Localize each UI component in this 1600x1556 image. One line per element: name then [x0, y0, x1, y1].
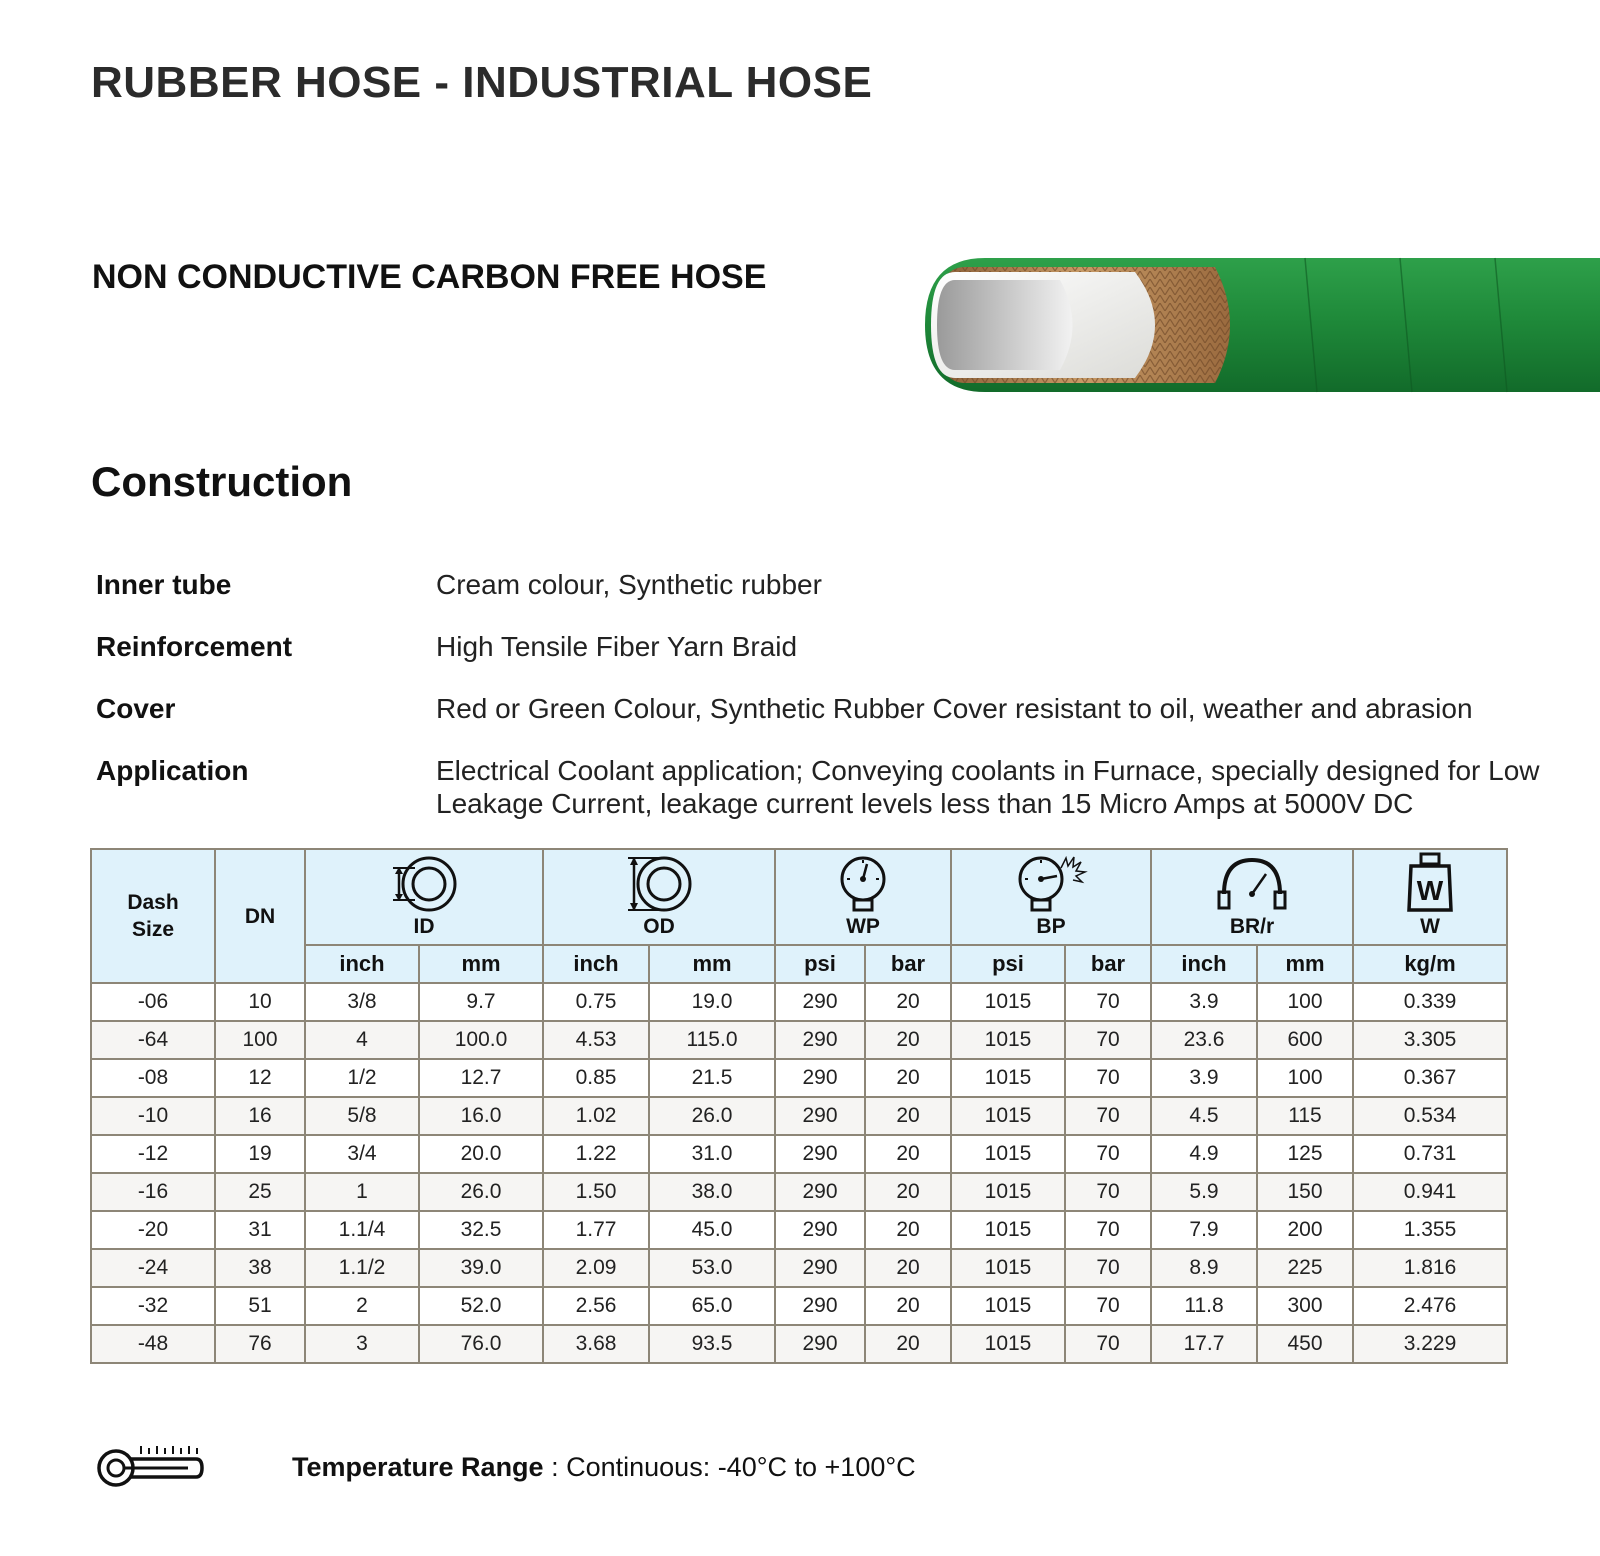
cell-wp-psi: 290: [775, 1211, 865, 1249]
cell-br-inch: 7.9: [1151, 1211, 1257, 1249]
construction-heading: Construction: [91, 458, 353, 505]
cell-bp-bar: 70: [1065, 1135, 1151, 1173]
cell-od-mm: 38.0: [649, 1173, 775, 1211]
table-row: [91, 1325, 1507, 1363]
cell-wp-bar: 20: [865, 1249, 951, 1287]
header-br: [1151, 849, 1353, 945]
page-title: RUBBER HOSE - INDUSTRIAL HOSE: [91, 58, 873, 107]
cell-br-mm: 225: [1257, 1249, 1353, 1287]
cell-od-mm: 93.5: [649, 1325, 775, 1363]
cell-id-mm: 16.0: [419, 1097, 543, 1135]
construction-value: High Tensile Fiber Yarn Braid: [436, 631, 798, 662]
construction-label: Reinforcement: [96, 631, 293, 662]
cell-od-inch: 4.53: [543, 1021, 649, 1059]
cell-bp-psi: 1015: [951, 1211, 1065, 1249]
table-row: [91, 983, 1507, 1021]
cell-id-mm: 76.0: [419, 1325, 543, 1363]
temperature-separator: :: [543, 1452, 567, 1482]
temperature-value: Continuous: -40°C to +100°C: [566, 1452, 916, 1482]
thermometer-icon: [96, 1444, 204, 1488]
cell-dash-size: -10: [91, 1097, 215, 1135]
cell-wp-bar: 20: [865, 1059, 951, 1097]
cell-w-kgm: 0.534: [1353, 1097, 1507, 1135]
cell-br-mm: 125: [1257, 1135, 1353, 1173]
construction-label: Cover: [96, 693, 176, 724]
cell-dn: 76: [215, 1325, 305, 1363]
header-w: [1353, 849, 1507, 945]
cell-bp-bar: 70: [1065, 1173, 1151, 1211]
cell-id-inch: 5/8: [305, 1097, 419, 1135]
construction-value: Red or Green Colour, Synthetic Rubber Cover resistant to oil, weather and abrasion: [436, 693, 1473, 724]
cell-od-inch: 0.75: [543, 983, 649, 1021]
table-row: [91, 1097, 1507, 1135]
cell-od-inch: 1.77: [543, 1211, 649, 1249]
cell-od-mm: 26.0: [649, 1097, 775, 1135]
cell-w-kgm: 1.816: [1353, 1249, 1507, 1287]
unit-bp-bar: bar: [1065, 945, 1151, 983]
table-row: [91, 1211, 1507, 1249]
cell-bp-bar: 70: [1065, 983, 1151, 1021]
construction-value: Cream colour, Synthetic rubber: [436, 569, 822, 600]
cell-w-kgm: 0.941: [1353, 1173, 1507, 1211]
cell-w-kgm: 0.339: [1353, 983, 1507, 1021]
cell-dash-size: -06: [91, 983, 215, 1021]
cell-br-inch: 8.9: [1151, 1249, 1257, 1287]
weight-icon: [1405, 852, 1455, 914]
cell-wp-psi: 290: [775, 1059, 865, 1097]
construction-label: Inner tube: [96, 569, 232, 600]
cell-br-mm: 115: [1257, 1097, 1353, 1135]
cell-dash-size: -24: [91, 1249, 215, 1287]
header-id: [305, 849, 543, 945]
cell-dn: 19: [215, 1135, 305, 1173]
cell-wp-bar: 20: [865, 1173, 951, 1211]
cell-wp-psi: 290: [775, 1325, 865, 1363]
unit-br-inch: inch: [1151, 945, 1257, 983]
bend-radius-icon: [1214, 854, 1290, 914]
header-bp: [951, 849, 1151, 945]
cell-id-mm: 52.0: [419, 1287, 543, 1325]
cell-br-inch: 3.9: [1151, 1059, 1257, 1097]
cell-br-mm: 100: [1257, 983, 1353, 1021]
cell-dn: 12: [215, 1059, 305, 1097]
cell-wp-bar: 20: [865, 1097, 951, 1135]
cell-br-inch: 17.7: [1151, 1325, 1257, 1363]
inner-diameter-icon: [389, 854, 459, 914]
cell-dn: 38: [215, 1249, 305, 1287]
cell-id-inch: 1: [305, 1173, 419, 1211]
svg-text:W: W: [1416, 875, 1444, 906]
cell-br-mm: 600: [1257, 1021, 1353, 1059]
unit-w-kgm: kg/m: [1353, 945, 1507, 983]
table-body: [91, 983, 1507, 1363]
cell-id-inch: 3/8: [305, 983, 419, 1021]
cell-od-inch: 0.85: [543, 1059, 649, 1097]
table-header-row: [91, 849, 1507, 945]
cell-id-mm: 9.7: [419, 983, 543, 1021]
unit-id-mm: mm: [419, 945, 543, 983]
cell-br-inch: 3.9: [1151, 983, 1257, 1021]
unit-od-mm: mm: [649, 945, 775, 983]
cell-od-inch: 2.09: [543, 1249, 649, 1287]
cell-wp-psi: 290: [775, 1287, 865, 1325]
cell-dn: 25: [215, 1173, 305, 1211]
cell-wp-bar: 20: [865, 1135, 951, 1173]
cell-bp-bar: 70: [1065, 1287, 1151, 1325]
cell-bp-bar: 70: [1065, 1249, 1151, 1287]
cell-bp-bar: 70: [1065, 1325, 1151, 1363]
unit-br-mm: mm: [1257, 945, 1353, 983]
cell-w-kgm: 1.355: [1353, 1211, 1507, 1249]
cell-dash-size: -20: [91, 1211, 215, 1249]
cell-bp-psi: 1015: [951, 983, 1065, 1021]
table-row: [91, 1135, 1507, 1173]
cell-bp-psi: 1015: [951, 1325, 1065, 1363]
table-row: [91, 1287, 1507, 1325]
table-row: [91, 1021, 1507, 1059]
cell-wp-psi: 290: [775, 1249, 865, 1287]
cell-id-mm: 26.0: [419, 1173, 543, 1211]
cell-wp-psi: 290: [775, 1173, 865, 1211]
cell-dash-size: -12: [91, 1135, 215, 1173]
pressure-gauge-icon: [833, 854, 893, 914]
temperature-range: [292, 1452, 916, 1483]
hose-spec-table: [90, 848, 1508, 1364]
cell-id-mm: 20.0: [419, 1135, 543, 1173]
cell-od-mm: 45.0: [649, 1211, 775, 1249]
cell-wp-bar: 20: [865, 983, 951, 1021]
cell-id-inch: 4: [305, 1021, 419, 1059]
unit-id-inch: inch: [305, 945, 419, 983]
cell-wp-bar: 20: [865, 1287, 951, 1325]
header-id-label: ID: [413, 915, 435, 938]
cell-br-mm: 300: [1257, 1287, 1353, 1325]
cell-br-mm: 100: [1257, 1059, 1353, 1097]
cell-wp-psi: 290: [775, 983, 865, 1021]
cell-w-kgm: 2.476: [1353, 1287, 1507, 1325]
cell-br-inch: 5.9: [1151, 1173, 1257, 1211]
cell-od-mm: 65.0: [649, 1287, 775, 1325]
burst-pressure-gauge-icon: [1011, 854, 1091, 914]
cell-od-mm: 115.0: [649, 1021, 775, 1059]
cell-wp-psi: 290: [775, 1135, 865, 1173]
table-row: [91, 1249, 1507, 1287]
cell-od-mm: 53.0: [649, 1249, 775, 1287]
cell-bp-bar: 70: [1065, 1059, 1151, 1097]
cell-id-inch: 1/2: [305, 1059, 419, 1097]
cell-bp-psi: 1015: [951, 1097, 1065, 1135]
cell-w-kgm: 3.229: [1353, 1325, 1507, 1363]
cell-br-inch: 11.8: [1151, 1287, 1257, 1325]
cell-bp-psi: 1015: [951, 1287, 1065, 1325]
cell-br-inch: 23.6: [1151, 1021, 1257, 1059]
cell-od-inch: 1.22: [543, 1135, 649, 1173]
cell-dash-size: -32: [91, 1287, 215, 1325]
cell-id-mm: 12.7: [419, 1059, 543, 1097]
cell-dn: 51: [215, 1287, 305, 1325]
cell-bp-psi: 1015: [951, 1249, 1065, 1287]
cell-bp-psi: 1015: [951, 1021, 1065, 1059]
construction-label: Application: [96, 755, 249, 786]
header-od-label: OD: [643, 915, 675, 938]
cell-od-mm: 21.5: [649, 1059, 775, 1097]
header-br-label: BR/r: [1229, 915, 1275, 938]
cell-od-mm: 31.0: [649, 1135, 775, 1173]
cell-id-inch: 1.1/4: [305, 1211, 419, 1249]
cell-wp-bar: 20: [865, 1021, 951, 1059]
header-wp-label: WP: [846, 915, 880, 938]
cell-dash-size: -48: [91, 1325, 215, 1363]
cell-dash-size: -64: [91, 1021, 215, 1059]
unit-wp-psi: psi: [775, 945, 865, 983]
cell-wp-bar: 20: [865, 1325, 951, 1363]
header-w-label: W: [1420, 915, 1440, 938]
header-dash-size: Dash Size: [91, 849, 215, 983]
construction-value: Electrical Coolant application; Conveying coolants in Furnace, specially designed for Low Leakage Current, leakage current levels less than 15 Micro Amps at 5000V DC: [436, 755, 1540, 819]
product-name: NON CONDUCTIVE CARBON FREE HOSE: [92, 258, 767, 296]
cell-dn: 16: [215, 1097, 305, 1135]
header-wp: [775, 849, 951, 945]
cell-od-inch: 2.56: [543, 1287, 649, 1325]
hose-cross-section-image: [925, 255, 1600, 395]
cell-w-kgm: 3.305: [1353, 1021, 1507, 1059]
cell-bp-bar: 70: [1065, 1021, 1151, 1059]
unit-od-inch: inch: [543, 945, 649, 983]
cell-bp-psi: 1015: [951, 1135, 1065, 1173]
cell-od-inch: 1.50: [543, 1173, 649, 1211]
cell-w-kgm: 0.731: [1353, 1135, 1507, 1173]
cell-br-mm: 450: [1257, 1325, 1353, 1363]
cell-id-mm: 100.0: [419, 1021, 543, 1059]
cell-dn: 100: [215, 1021, 305, 1059]
cell-br-inch: 4.5: [1151, 1097, 1257, 1135]
cell-bp-psi: 1015: [951, 1059, 1065, 1097]
cell-bp-psi: 1015: [951, 1173, 1065, 1211]
outer-diameter-icon: [624, 854, 694, 914]
cell-wp-psi: 290: [775, 1021, 865, 1059]
cell-wp-bar: 20: [865, 1211, 951, 1249]
cell-bp-bar: 70: [1065, 1097, 1151, 1135]
cell-dn: 31: [215, 1211, 305, 1249]
table-row: [91, 1059, 1507, 1097]
unit-wp-bar: bar: [865, 945, 951, 983]
cell-od-inch: 3.68: [543, 1325, 649, 1363]
cell-w-kgm: 0.367: [1353, 1059, 1507, 1097]
cell-bp-bar: 70: [1065, 1211, 1151, 1249]
cell-dash-size: -08: [91, 1059, 215, 1097]
temperature-label: Temperature Range: [292, 1452, 544, 1482]
unit-bp-psi: psi: [951, 945, 1065, 983]
cell-id-mm: 39.0: [419, 1249, 543, 1287]
cell-br-mm: 150: [1257, 1173, 1353, 1211]
cell-id-inch: 1.1/2: [305, 1249, 419, 1287]
cell-br-mm: 200: [1257, 1211, 1353, 1249]
cell-od-mm: 19.0: [649, 983, 775, 1021]
cell-od-inch: 1.02: [543, 1097, 649, 1135]
table-row: [91, 1173, 1507, 1211]
cell-id-inch: 3: [305, 1325, 419, 1363]
cell-wp-psi: 290: [775, 1097, 865, 1135]
header-od: [543, 849, 775, 945]
header-dn: DN: [215, 849, 305, 983]
cell-id-inch: 3/4: [305, 1135, 419, 1173]
header-bp-label: BP: [1036, 915, 1066, 938]
cell-id-inch: 2: [305, 1287, 419, 1325]
cell-dash-size: -16: [91, 1173, 215, 1211]
cell-id-mm: 32.5: [419, 1211, 543, 1249]
cell-dn: 10: [215, 983, 305, 1021]
cell-br-inch: 4.9: [1151, 1135, 1257, 1173]
